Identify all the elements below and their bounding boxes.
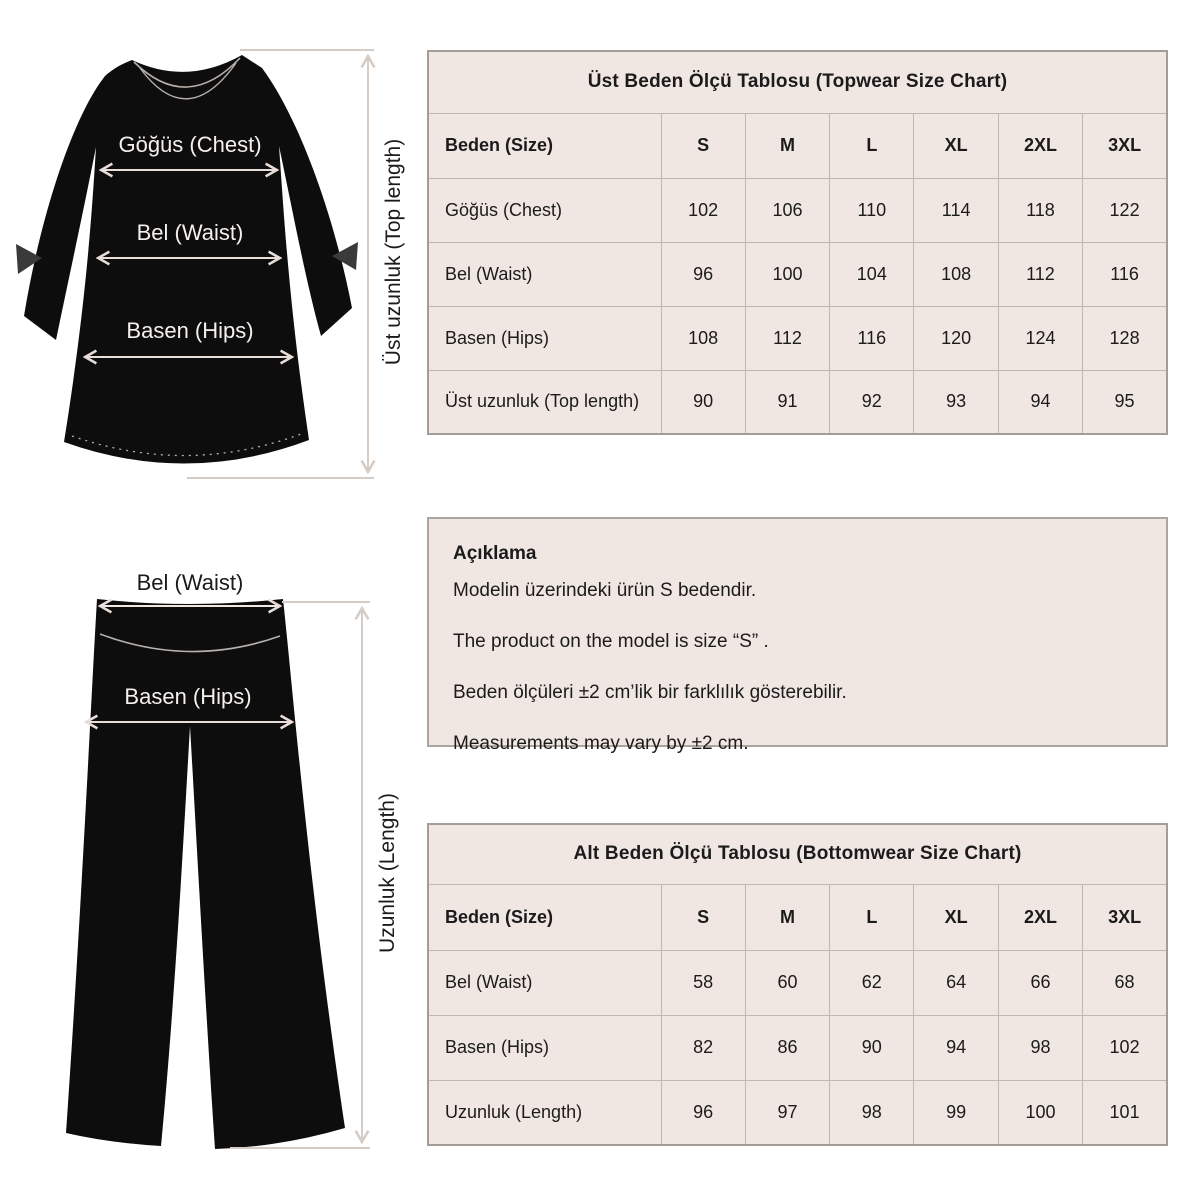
value-cell: 90: [830, 1015, 914, 1080]
value-cell: 94: [914, 1015, 998, 1080]
row-label: Bel (Waist): [428, 950, 661, 1015]
value-cell: 82: [661, 1015, 745, 1080]
column-header: 3XL: [1083, 884, 1167, 950]
tunic-illustration: [16, 50, 405, 478]
column-header: 2XL: [998, 884, 1082, 950]
value-cell: 122: [1083, 178, 1167, 242]
value-cell: 101: [1083, 1080, 1167, 1145]
row-label: Göğüs (Chest): [428, 178, 661, 242]
column-header: XL: [914, 113, 998, 178]
row-label: Üst uzunluk (Top length): [428, 370, 661, 434]
value-cell: 96: [661, 1080, 745, 1145]
value-cell: 124: [998, 306, 1082, 370]
note-line: Measurements may vary by ±2 cm.: [453, 733, 749, 754]
tunic-length-label: Üst uzunluk (Top length): [382, 138, 405, 366]
value-cell: 64: [914, 950, 998, 1015]
bottomwear-table-title: Alt Beden Ölçü Tablosu (Bottomwear Size Chart): [428, 824, 1167, 884]
bottomwear-header-row: [428, 884, 1167, 950]
value-cell: 95: [1083, 370, 1167, 434]
table-row: [428, 370, 1167, 434]
table-row: [428, 950, 1167, 1015]
column-header: S: [661, 113, 745, 178]
value-cell: 112: [998, 242, 1082, 306]
value-cell: 90: [661, 370, 745, 434]
value-cell: 112: [745, 306, 829, 370]
value-cell: 102: [1083, 1015, 1167, 1080]
tunic-body: [24, 55, 352, 464]
table-row: [428, 306, 1167, 370]
row-label: Bel (Waist): [428, 242, 661, 306]
tunic-chest-label: Göğüs (Chest): [118, 132, 262, 157]
value-cell: 66: [998, 950, 1082, 1015]
value-cell: 102: [661, 178, 745, 242]
bottomwear-size-table: [427, 823, 1168, 1146]
column-header: M: [745, 884, 829, 950]
value-cell: 106: [745, 178, 829, 242]
value-cell: 100: [998, 1080, 1082, 1145]
value-cell: 92: [830, 370, 914, 434]
value-cell: 114: [914, 178, 998, 242]
value-cell: 91: [745, 370, 829, 434]
row-label: Basen (Hips): [428, 306, 661, 370]
tunic-hips-label: Basen (Hips): [126, 318, 254, 343]
value-cell: 99: [914, 1080, 998, 1145]
pants-length-label: Uzunluk (Length): [376, 793, 399, 953]
value-cell: 97: [745, 1080, 829, 1145]
value-cell: 60: [745, 950, 829, 1015]
column-header: M: [745, 113, 829, 178]
value-cell: 93: [914, 370, 998, 434]
value-cell: 86: [745, 1015, 829, 1080]
value-cell: 62: [830, 950, 914, 1015]
topwear-size-table: [427, 50, 1168, 435]
value-cell: 128: [1083, 306, 1167, 370]
value-cell: 118: [998, 178, 1082, 242]
table-row: [428, 242, 1167, 306]
value-cell: 120: [914, 306, 998, 370]
value-cell: 58: [661, 950, 745, 1015]
topwear-header-row: [428, 113, 1167, 178]
garment-diagrams: [0, 0, 430, 1200]
value-cell: 68: [1083, 950, 1167, 1015]
note-line: Modelin üzerindeki ürün S bedendir.: [453, 580, 757, 601]
note-line: Beden ölçüleri ±2 cm’lik bir farklılık gösterebilir.: [453, 682, 847, 703]
topwear-table-title: Üst Beden Ölçü Tablosu (Topwear Size Chart): [428, 51, 1167, 113]
table-row: [428, 1080, 1167, 1145]
value-cell: 100: [745, 242, 829, 306]
notes-box: [427, 517, 1168, 754]
value-cell: 98: [998, 1015, 1082, 1080]
value-cell: 94: [998, 370, 1082, 434]
value-cell: 116: [1083, 242, 1167, 306]
column-header: L: [830, 884, 914, 950]
value-cell: 96: [661, 242, 745, 306]
value-cell: 98: [830, 1080, 914, 1145]
pants-hips-label: Basen (Hips): [124, 684, 252, 709]
pants-body: [66, 599, 345, 1149]
row-label: Basen (Hips): [428, 1015, 661, 1080]
value-cell: 108: [661, 306, 745, 370]
column-header: XL: [914, 884, 998, 950]
table-row: [428, 1015, 1167, 1080]
value-cell: 110: [830, 178, 914, 242]
row-label: Uzunluk (Length): [428, 1080, 661, 1145]
value-cell: 104: [830, 242, 914, 306]
notes-title: Açıklama: [453, 543, 537, 564]
value-cell: 108: [914, 242, 998, 306]
table-row: [428, 178, 1167, 242]
pants-waist-label: Bel (Waist): [136, 570, 244, 595]
column-header: 2XL: [998, 113, 1082, 178]
value-cell: 116: [830, 306, 914, 370]
pants-illustration: [66, 570, 399, 1149]
column-header: Beden (Size): [428, 113, 661, 178]
column-header: Beden (Size): [428, 884, 661, 950]
note-line: The product on the model is size “S” .: [453, 631, 769, 652]
column-header: 3XL: [1083, 113, 1167, 178]
tunic-waist-label: Bel (Waist): [136, 220, 244, 245]
column-header: S: [661, 884, 745, 950]
column-header: L: [830, 113, 914, 178]
